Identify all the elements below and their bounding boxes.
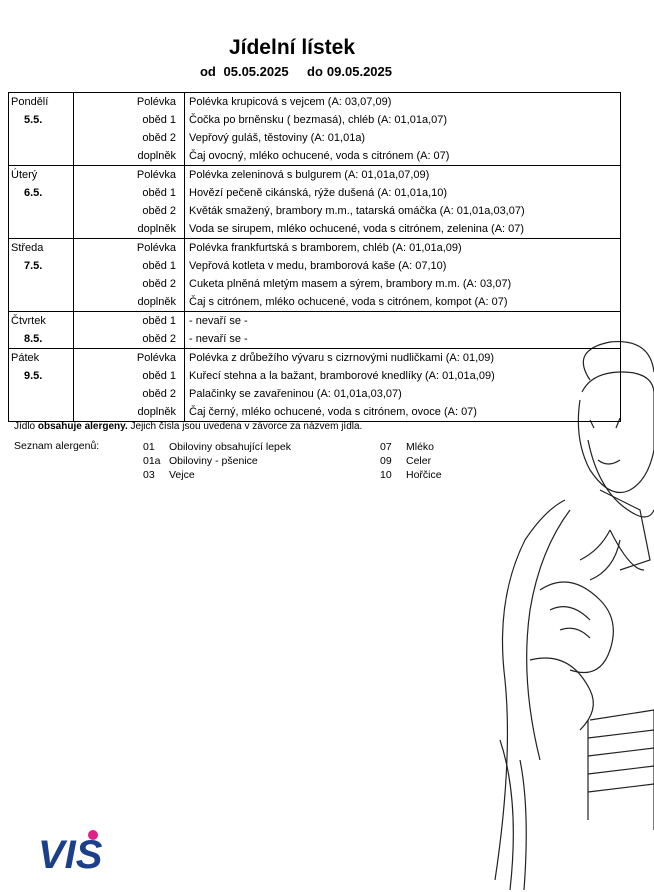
meal-category: oběd 1 bbox=[142, 260, 176, 272]
allergen-name: Vejce bbox=[169, 469, 195, 481]
menu-row bbox=[9, 312, 621, 331]
menu-table bbox=[8, 92, 621, 422]
day-date: 9.5. bbox=[24, 370, 43, 382]
meal-category: oběd 2 bbox=[142, 205, 176, 217]
day-cell bbox=[9, 312, 74, 349]
comenius-illustration bbox=[470, 340, 654, 892]
meal-category: oběd 1 bbox=[74, 312, 185, 331]
meal-dish: Voda se sirupem, mléko ochucené, voda s citrónem, zelenina (A: 07) bbox=[185, 220, 621, 239]
meal-dish: Kuřecí stehna a la bažant, bramborové knedlíky (A: 01,01a,09) bbox=[185, 367, 621, 385]
day-date: 5.5. bbox=[24, 114, 43, 126]
menu-row bbox=[9, 275, 621, 293]
day-name: Pondělí bbox=[11, 96, 49, 108]
day-cell bbox=[9, 349, 74, 422]
meal-category: doplněk bbox=[74, 147, 185, 166]
meal-dish: Polévka zeleninová s bulgurem (A: 01,01a,07,09) bbox=[185, 166, 621, 185]
meal-dish: Polévka z drůbežího vývaru s cizrnovými nudličkami (A: 01,09) bbox=[185, 349, 621, 368]
allergen-name: Obiloviny - pšenice bbox=[169, 455, 258, 467]
meal-dish: Čočka po brněnsku ( bezmasá), chléb (A: 01,01a,07) bbox=[185, 111, 621, 129]
page-title: Jídelní lístek bbox=[228, 36, 356, 59]
allergen-item bbox=[380, 454, 620, 468]
from-date: 05.05.2025 bbox=[223, 64, 289, 79]
menu-row bbox=[9, 367, 621, 385]
meal-category: oběd 1 bbox=[142, 370, 176, 382]
from-label: od bbox=[199, 64, 216, 79]
meal-dish: Vepřová kotleta v medu, bramborová kaše (A: 07,10) bbox=[185, 257, 621, 275]
allergen-name: Mléko bbox=[406, 441, 435, 453]
to-label: do bbox=[307, 64, 323, 79]
menu-row bbox=[9, 147, 621, 166]
menu-row bbox=[9, 330, 621, 349]
meal-dish: Čaj černý, mléko ochucené, voda s citrónem, ovoce (A: 07) bbox=[185, 403, 621, 422]
menu-row bbox=[9, 293, 621, 312]
note-bold: obsahuje alergeny. bbox=[37, 421, 128, 432]
note-rest: Jejich čísla jsou uvedena v závorce za názvem jídla. bbox=[127, 421, 363, 432]
allergen-column-1 bbox=[143, 440, 383, 482]
day-name: Středa bbox=[11, 242, 44, 254]
allergen-code: 09 bbox=[380, 455, 392, 467]
allergen-code: 01a bbox=[143, 455, 161, 467]
allergen-code: 03 bbox=[143, 469, 155, 481]
meal-dish: Čaj s citrónem, mléko ochucené, voda s citrónem, kompot (A: 07) bbox=[185, 293, 621, 312]
meal-category: Polévka bbox=[74, 166, 185, 185]
meal-dish: Vepřový guláš, těstoviny (A: 01,01a) bbox=[185, 129, 621, 147]
day-date: 7.5. bbox=[24, 260, 43, 272]
allergen-item bbox=[143, 454, 383, 468]
meal-category: oběd 1 bbox=[142, 187, 176, 199]
meal-category: doplněk bbox=[74, 293, 185, 312]
day-name: Čtvrtek bbox=[11, 315, 46, 327]
day-date: 6.5. bbox=[24, 187, 43, 199]
allergen-code: 07 bbox=[380, 441, 392, 453]
menu-row bbox=[9, 403, 621, 422]
meal-category: oběd 2 bbox=[142, 132, 176, 144]
date-range bbox=[0, 64, 592, 79]
meal-category: oběd 2 bbox=[142, 278, 176, 290]
allergen-name: Celer bbox=[406, 455, 432, 467]
meal-dish: - nevaří se - bbox=[185, 312, 621, 331]
vis-logo bbox=[38, 828, 134, 874]
meal-category: Polévka bbox=[74, 93, 185, 112]
allergen-note bbox=[14, 421, 362, 432]
allergen-name: Obiloviny obsahující lepek bbox=[169, 441, 291, 453]
menu-row bbox=[9, 184, 621, 202]
meal-dish: Polévka frankfurtská s bramborem, chléb (A: 01,01a,09) bbox=[185, 239, 621, 258]
menu-row bbox=[9, 111, 621, 129]
allergen-item bbox=[380, 468, 620, 482]
allergen-name: Hořčice bbox=[406, 469, 442, 481]
meal-dish: Palačinky se zavařeninou (A: 01,01a,03,07) bbox=[185, 385, 621, 403]
menu-row bbox=[9, 220, 621, 239]
menu-row bbox=[9, 239, 621, 258]
meal-category: doplněk bbox=[74, 403, 185, 422]
allergen-item bbox=[143, 440, 383, 454]
meal-category: oběd 2 bbox=[74, 330, 185, 349]
to-date: 09.05.2025 bbox=[326, 64, 392, 79]
meal-category: Polévka bbox=[74, 239, 185, 258]
meal-dish: Čaj ovocný, mléko ochucené, voda s citrónem (A: 07) bbox=[185, 147, 621, 166]
allergen-code: 01 bbox=[143, 441, 155, 453]
day-cell bbox=[9, 166, 74, 239]
meal-dish: - nevaří se - bbox=[185, 330, 621, 349]
menu-row bbox=[9, 257, 621, 275]
day-name: Úterý bbox=[11, 169, 38, 181]
day-cell bbox=[9, 239, 74, 312]
menu-row bbox=[9, 202, 621, 220]
note-prefix: Jídlo bbox=[14, 421, 38, 432]
allergen-list-label: Seznam alergenů: bbox=[14, 440, 100, 452]
menu-row bbox=[9, 93, 621, 112]
meal-category: oběd 2 bbox=[142, 388, 176, 400]
meal-dish: Květák smažený, brambory m.m., tatarská omáčka (A: 01,01a,03,07) bbox=[185, 202, 621, 220]
meal-category: Polévka bbox=[74, 349, 185, 368]
day-cell bbox=[9, 93, 74, 166]
meal-dish: Hovězí pečeně cikánská, rýže dušená (A: 01,01a,10) bbox=[185, 184, 621, 202]
menu-row bbox=[9, 129, 621, 147]
meal-category: oběd 1 bbox=[142, 114, 176, 126]
allergen-item bbox=[380, 440, 620, 454]
menu-row bbox=[9, 166, 621, 185]
allergen-code: 10 bbox=[380, 469, 392, 481]
meal-category: doplněk bbox=[74, 220, 185, 239]
day-name: Pátek bbox=[11, 352, 40, 364]
menu-row bbox=[9, 349, 621, 368]
meal-dish: Cuketa plněná mletým masem a sýrem, brambory m.m. (A: 03,07) bbox=[185, 275, 621, 293]
allergen-column-2 bbox=[380, 440, 620, 482]
meal-dish: Polévka krupicová s vejcem (A: 03,07,09) bbox=[185, 93, 621, 112]
menu-row bbox=[9, 385, 621, 403]
logo-text: VIS bbox=[38, 833, 103, 874]
allergen-item bbox=[143, 468, 383, 482]
day-date: 8.5. bbox=[24, 333, 43, 345]
